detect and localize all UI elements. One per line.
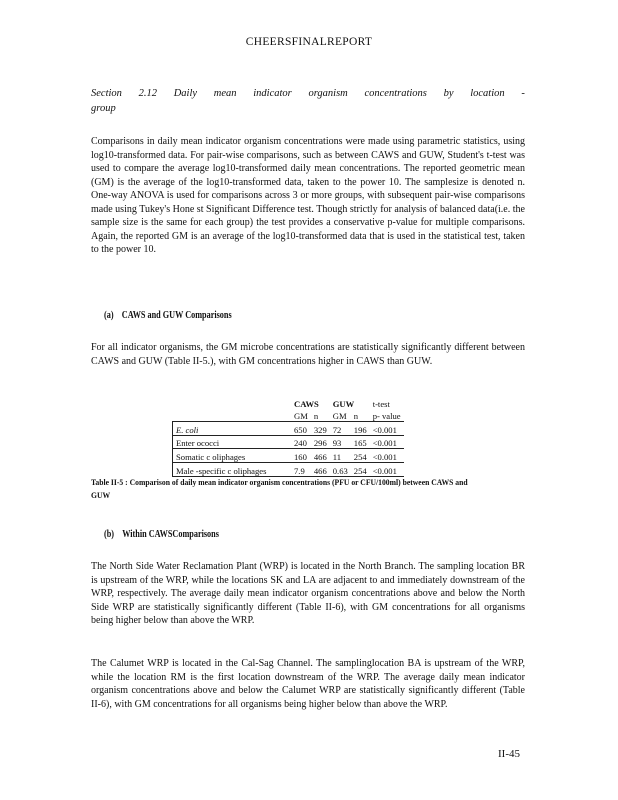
cell-p-value: <0.001 bbox=[370, 449, 404, 463]
paragraph-a: For all indicator organisms, the GM microbe concentrations are statistically significantly different between CAWS and GUW (Table II-5.), with GM concentrations higher in CAWS than GUW. bbox=[91, 342, 525, 367]
cell-guw-gm: 0.63 bbox=[330, 462, 351, 476]
page-number: II-45 bbox=[498, 748, 520, 760]
table-caption: Table II-5 : Comparison of daily mean indicator organism concentrations (PFU or CFU/100ml) between CAWS and GUW bbox=[91, 477, 468, 500]
row-name: Somatic c oliphages bbox=[173, 449, 292, 463]
cell-caws-n: 329 bbox=[311, 422, 330, 436]
section-label: Section bbox=[91, 88, 122, 99]
section-word: indicator bbox=[253, 88, 292, 99]
cell-caws-n: 466 bbox=[311, 462, 330, 476]
col-header-guw-gm: GM bbox=[330, 409, 351, 422]
col-header-guw-n: n bbox=[351, 409, 370, 422]
cell-p-value: <0.001 bbox=[370, 462, 404, 476]
cell-guw-n: 254 bbox=[351, 462, 370, 476]
cell-guw-n: 196 bbox=[351, 422, 370, 436]
section-word: organism bbox=[308, 88, 348, 99]
cell-guw-gm: 11 bbox=[330, 449, 351, 463]
cell-p-value: <0.001 bbox=[370, 422, 404, 436]
cell-p-value: <0.001 bbox=[370, 435, 404, 449]
subsection-a-label: (a) bbox=[104, 310, 114, 321]
group-header-caws: CAWS bbox=[294, 398, 319, 409]
section-word: mean bbox=[213, 88, 237, 99]
section-word: Daily bbox=[173, 88, 198, 99]
cell-guw-gm: 93 bbox=[330, 435, 351, 449]
col-header-caws-n: n bbox=[311, 409, 330, 422]
group-header-ttest: t-test bbox=[372, 398, 390, 409]
col-header-caws-gm: GM bbox=[291, 409, 311, 422]
cell-caws-gm: 650 bbox=[291, 422, 311, 436]
cell-caws-gm: 160 bbox=[291, 449, 311, 463]
row-name: Enter ococci bbox=[173, 435, 292, 449]
table-group-header-row bbox=[173, 396, 404, 409]
row-name: Male -specific c oliphages bbox=[173, 462, 292, 476]
subsection-a-heading bbox=[104, 310, 232, 321]
cell-guw-gm: 72 bbox=[330, 422, 351, 436]
section-word: location bbox=[470, 88, 505, 99]
cell-caws-n: 296 bbox=[311, 435, 330, 449]
section-number: 2.12 bbox=[138, 88, 157, 99]
cell-guw-n: 254 bbox=[351, 449, 370, 463]
col-header-p-value: p- value bbox=[370, 409, 404, 422]
table-row bbox=[173, 449, 404, 463]
cell-caws-gm: 7.9 bbox=[291, 462, 311, 476]
paragraph-b1: The North Side Water Reclamation Plant (WRP) is located in the North Branch. The sampling location BR is upstream of the WRP, while the locations SK and LA are adjacent to and immediately downstream of the WRP, respectively. The average daily mean indicator organism concentrations above and below the North Side WRP are statistically significantly different (Table II-6), with GM concentrations for all organisms being higher below than above the WRP. bbox=[91, 561, 525, 626]
row-name: E. coli bbox=[173, 422, 292, 436]
group-header-guw: GUW bbox=[332, 398, 355, 409]
table-row bbox=[173, 462, 404, 476]
cell-caws-n: 466 bbox=[311, 449, 330, 463]
cell-caws-gm: 240 bbox=[291, 435, 311, 449]
report-header: CHEERSFINALREPORT bbox=[245, 36, 373, 48]
table-column-header-row bbox=[173, 409, 404, 422]
section-word: concentrations bbox=[364, 88, 427, 99]
subsection-b-label: (b) bbox=[104, 529, 115, 540]
section-word: - bbox=[521, 88, 525, 99]
comparison-table bbox=[172, 396, 404, 477]
intro-paragraph: Comparisons in daily mean indicator organism concentrations were made using parametric statistics, using log10-transformed data. For pair-wise comparisons, such as between CAWS and GUW, Student's t-test was used to compare the average log10-transformed daily mean concentrations. The reported geometric mean (GM) is the average of the log10-transformed data, taken to the power 10. The samplesize is denoted n. One-way ANOVA is used for comparisons across 3 or more groups, with subsequent pair-wise comparisons made using Tukey's Hone st Significant Difference test. Though strictly for analysis of balanced data(i.e. the sample size is the same for each group) the test provides a conservative p-value for multiple comparisons. Again, the reported GM is an average of the log10-transformed data that is used in the statistical test, taken to the power 10. bbox=[91, 136, 525, 255]
paragraph-b2: The Calumet WRP is located in the Cal-Sag Channel. The samplinglocation BA is upstream of the WRP, while the location RM is the first location downstream of the WRP. The average daily mean indicator organism concentrations above and below the Calumet WRP are statistically significantly different (Table II-6), with GM concentrations for all organisms being higher below than above the WRP. bbox=[91, 658, 525, 710]
section-title-line2: group bbox=[91, 103, 116, 114]
table-row bbox=[173, 435, 404, 449]
section-word: by bbox=[443, 88, 454, 99]
cell-guw-n: 165 bbox=[351, 435, 370, 449]
subsection-b-heading bbox=[104, 529, 219, 540]
table-row bbox=[173, 422, 404, 436]
section-title bbox=[91, 86, 525, 116]
subsection-b-title: Within CAWSComparisons bbox=[122, 529, 219, 540]
subsection-a-title: CAWS and GUW Comparisons bbox=[121, 310, 232, 321]
